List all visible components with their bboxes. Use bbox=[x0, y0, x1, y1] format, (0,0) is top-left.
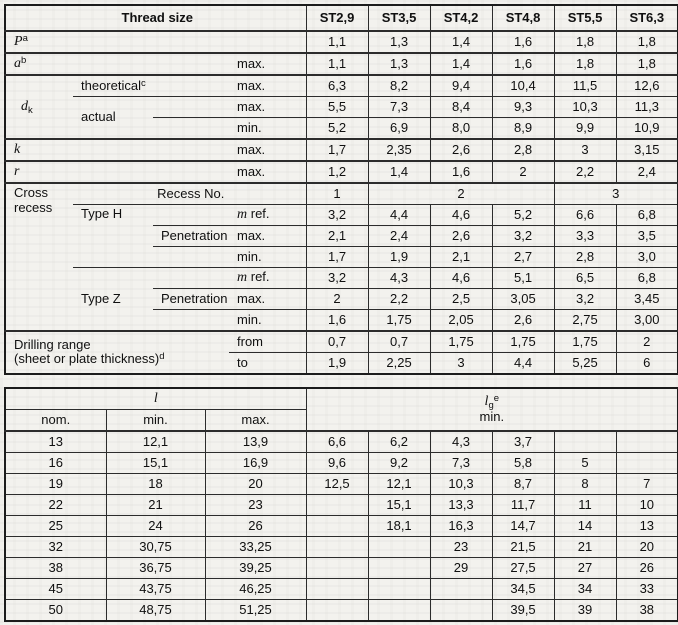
table-cell: 6,6 bbox=[554, 205, 616, 226]
table-cell: 16,3 bbox=[430, 516, 492, 537]
col-header-st4-8: ST4,8 bbox=[492, 5, 554, 31]
qualifier-max: max. bbox=[229, 161, 306, 183]
col-header-max: max. bbox=[205, 410, 306, 432]
col-header-nom: nom. bbox=[5, 410, 106, 432]
row-P bbox=[5, 31, 678, 53]
table-cell: 4,3 bbox=[368, 268, 430, 289]
table-cell: 6,9 bbox=[368, 118, 430, 140]
table-cell bbox=[616, 453, 678, 474]
thread-dimensions-table bbox=[4, 4, 678, 375]
table-cell: 19 bbox=[5, 474, 106, 495]
table-cell: 1,8 bbox=[616, 31, 678, 53]
table-cell: 1,3 bbox=[368, 31, 430, 53]
table-cell: 50 bbox=[5, 600, 106, 622]
table-cell: 21,5 bbox=[492, 537, 554, 558]
table-cell: 3,7 bbox=[492, 431, 554, 453]
table-cell: 43,75 bbox=[106, 579, 205, 600]
table-cell: 1,75 bbox=[554, 331, 616, 353]
row-recess-no bbox=[5, 183, 678, 205]
qualifier-max: max. bbox=[229, 97, 306, 118]
qualifier-m-ref: m ref. bbox=[229, 205, 306, 226]
table-cell: 34 bbox=[554, 579, 616, 600]
table-cell: 2,8 bbox=[492, 139, 554, 161]
col-header-min: min. bbox=[106, 410, 205, 432]
qualifier-min: min. bbox=[229, 310, 306, 332]
table-cell: 3,2 bbox=[306, 205, 368, 226]
table-cell: 11 bbox=[554, 495, 616, 516]
table-cell: 3,45 bbox=[616, 289, 678, 310]
table-cell: 2,6 bbox=[430, 226, 492, 247]
table-cell bbox=[153, 247, 229, 268]
header-row-l bbox=[5, 388, 678, 410]
table-cell bbox=[616, 431, 678, 453]
table-cell: 2,25 bbox=[368, 353, 430, 375]
row-label-P: $P^a$ bbox=[5, 31, 306, 53]
table-cell: 2,8 bbox=[554, 247, 616, 268]
table-cell bbox=[306, 600, 368, 622]
table-cell: 36,75 bbox=[106, 558, 205, 579]
table-cell: 5 bbox=[554, 453, 616, 474]
table-cell: 1,9 bbox=[368, 247, 430, 268]
table-cell: 21 bbox=[106, 495, 205, 516]
sub-label-type-z: Type Z bbox=[73, 268, 153, 332]
table-cell: 3,05 bbox=[492, 289, 554, 310]
table-cell: 32 bbox=[5, 537, 106, 558]
table-cell: 3,5 bbox=[616, 226, 678, 247]
table-cell: 8,0 bbox=[430, 118, 492, 140]
table-cell: 16 bbox=[5, 453, 106, 474]
table-cell: 18 bbox=[106, 474, 205, 495]
table-cell: 2,4 bbox=[616, 161, 678, 183]
table-cell: 10,3 bbox=[430, 474, 492, 495]
table-cell: 45 bbox=[5, 579, 106, 600]
table-cell: 6,5 bbox=[554, 268, 616, 289]
row-type-z-mref bbox=[5, 268, 678, 289]
table-cell: 1,75 bbox=[368, 310, 430, 332]
recess-no-1: 1 bbox=[306, 183, 368, 205]
table-cell: 8,9 bbox=[492, 118, 554, 140]
table-cell: 8,4 bbox=[430, 97, 492, 118]
table-cell: 3,3 bbox=[554, 226, 616, 247]
row-l-19 bbox=[5, 474, 678, 495]
qualifier-max: max. bbox=[229, 75, 306, 97]
table-cell: 2,4 bbox=[368, 226, 430, 247]
table-cell: 10,9 bbox=[616, 118, 678, 140]
col-header-st2-9: ST2,9 bbox=[306, 5, 368, 31]
row-label-a: $a^b$ bbox=[5, 53, 229, 75]
row-l-16 bbox=[5, 453, 678, 474]
table-cell: 18,1 bbox=[368, 516, 430, 537]
qualifier-max: max. bbox=[229, 289, 306, 310]
table-cell: 51,25 bbox=[205, 600, 306, 622]
row-k bbox=[5, 139, 678, 161]
table-cell: 1,8 bbox=[616, 53, 678, 75]
table-cell: 4,4 bbox=[368, 205, 430, 226]
table-cell: 12,6 bbox=[616, 75, 678, 97]
header-row bbox=[5, 5, 678, 31]
table-cell: 2,6 bbox=[492, 310, 554, 332]
table-cell: 3,0 bbox=[616, 247, 678, 268]
table-cell: 29 bbox=[430, 558, 492, 579]
table-cell: 5,5 bbox=[306, 97, 368, 118]
table-cell: 7,3 bbox=[368, 97, 430, 118]
table-cell: 14,7 bbox=[492, 516, 554, 537]
table-cell: 48,75 bbox=[106, 600, 205, 622]
l-header: l bbox=[5, 388, 306, 410]
table-cell: 1,4 bbox=[368, 161, 430, 183]
row-l-45 bbox=[5, 579, 678, 600]
table-cell: 2,2 bbox=[368, 289, 430, 310]
table-cell: 33,25 bbox=[205, 537, 306, 558]
table-cell: 1,7 bbox=[306, 139, 368, 161]
table-cell: 20 bbox=[205, 474, 306, 495]
table-cell bbox=[368, 537, 430, 558]
col-header-st6-3: ST6,3 bbox=[616, 5, 678, 31]
table-cell: 23 bbox=[430, 537, 492, 558]
table-cell: 23 bbox=[205, 495, 306, 516]
table-cell: 1,2 bbox=[306, 161, 368, 183]
qualifier-min: min. bbox=[229, 247, 306, 268]
table-cell: 2,5 bbox=[430, 289, 492, 310]
table-cell: 4,6 bbox=[430, 268, 492, 289]
table-cell: 2 bbox=[492, 161, 554, 183]
table-cell: 16,9 bbox=[205, 453, 306, 474]
table-cell: 3,15 bbox=[616, 139, 678, 161]
table-cell: 2,05 bbox=[430, 310, 492, 332]
row-a bbox=[5, 53, 678, 75]
table-cell: 6,6 bbox=[306, 431, 368, 453]
col-header-st4-2: ST4,2 bbox=[430, 5, 492, 31]
table-cell: 1,6 bbox=[430, 161, 492, 183]
table-cell: 2 bbox=[616, 331, 678, 353]
table-cell: 5,8 bbox=[492, 453, 554, 474]
table-cell: 10,3 bbox=[554, 97, 616, 118]
table-cell: 4,4 bbox=[492, 353, 554, 375]
table-cell: 27 bbox=[554, 558, 616, 579]
qualifier-max: max. bbox=[229, 139, 306, 161]
table-cell: 38 bbox=[616, 600, 678, 622]
col-header-st5-5: ST5,5 bbox=[554, 5, 616, 31]
qualifier-min: min. bbox=[229, 118, 306, 140]
row-drilling-from bbox=[5, 331, 678, 353]
table-cell: 13,9 bbox=[205, 431, 306, 453]
recess-no-2: 2 bbox=[368, 183, 554, 205]
table-cell: 8,7 bbox=[492, 474, 554, 495]
table-cell: 12,5 bbox=[306, 474, 368, 495]
table-cell: 9,3 bbox=[492, 97, 554, 118]
row-r bbox=[5, 161, 678, 183]
table-cell: 1,6 bbox=[306, 310, 368, 332]
table-cell: 8,2 bbox=[368, 75, 430, 97]
table-cell: 7,3 bbox=[430, 453, 492, 474]
table-cell: 0,7 bbox=[368, 331, 430, 353]
row-l-38 bbox=[5, 558, 678, 579]
table-cell: 1,6 bbox=[492, 31, 554, 53]
qualifier-to: to bbox=[229, 353, 306, 375]
sub-label-penetration: Penetration bbox=[153, 289, 229, 310]
row-l-22 bbox=[5, 495, 678, 516]
table-cell: 27,5 bbox=[492, 558, 554, 579]
row-label-k: k bbox=[5, 139, 229, 161]
table-cell: 6 bbox=[616, 353, 678, 375]
table-cell: 9,2 bbox=[368, 453, 430, 474]
table-cell: 15,1 bbox=[368, 495, 430, 516]
table-cell: 2 bbox=[306, 289, 368, 310]
table-cell: 13 bbox=[5, 431, 106, 453]
table-cell: 2,35 bbox=[368, 139, 430, 161]
row-l-32 bbox=[5, 537, 678, 558]
table-cell: 5,1 bbox=[492, 268, 554, 289]
table-cell: 2,1 bbox=[430, 247, 492, 268]
table-cell: 9,4 bbox=[430, 75, 492, 97]
table-cell bbox=[554, 431, 616, 453]
screw-length-table bbox=[4, 387, 678, 622]
table-cell: 3,00 bbox=[616, 310, 678, 332]
table-cell bbox=[430, 579, 492, 600]
table-cell: 30,75 bbox=[106, 537, 205, 558]
sub-label-theoretical: theoretical$^c$ bbox=[73, 75, 229, 97]
table-cell bbox=[153, 268, 229, 289]
table-cell: 1,1 bbox=[306, 31, 368, 53]
table-cell: 9,6 bbox=[306, 453, 368, 474]
table-cell: 2,2 bbox=[554, 161, 616, 183]
row-l-13 bbox=[5, 431, 678, 453]
table-cell: 6,3 bbox=[306, 75, 368, 97]
row-label-r: r bbox=[5, 161, 229, 183]
table-cell: 1,9 bbox=[306, 353, 368, 375]
sub-label-recess-no: Recess No. bbox=[73, 183, 306, 205]
table-cell: 46,25 bbox=[205, 579, 306, 600]
table-cell bbox=[153, 118, 229, 140]
table-cell: 39,25 bbox=[205, 558, 306, 579]
qualifier-from: from bbox=[229, 331, 306, 353]
table-cell bbox=[368, 600, 430, 622]
table-cell: 1,4 bbox=[430, 53, 492, 75]
table-cell: 1,3 bbox=[368, 53, 430, 75]
table-cell: 3 bbox=[554, 139, 616, 161]
table-cell bbox=[430, 600, 492, 622]
table-cell: 9,9 bbox=[554, 118, 616, 140]
table-cell: 2,1 bbox=[306, 226, 368, 247]
table-cell: 5,2 bbox=[306, 118, 368, 140]
qualifier-m-ref: m ref. bbox=[229, 268, 306, 289]
table-cell: 33 bbox=[616, 579, 678, 600]
table-cell: 7 bbox=[616, 474, 678, 495]
table-cell: 0,7 bbox=[306, 331, 368, 353]
table-cell: 26 bbox=[205, 516, 306, 537]
table-cell: 2,75 bbox=[554, 310, 616, 332]
table-cell: 13 bbox=[616, 516, 678, 537]
recess-no-3: 3 bbox=[554, 183, 678, 205]
table-cell: 5,2 bbox=[492, 205, 554, 226]
table-cell bbox=[368, 558, 430, 579]
table-cell: 4,3 bbox=[430, 431, 492, 453]
table-cell bbox=[368, 579, 430, 600]
table-cell: 2,6 bbox=[430, 139, 492, 161]
table-cell: 25 bbox=[5, 516, 106, 537]
row-label-dk: $d_k$ bbox=[5, 75, 73, 139]
table-cell: 1,8 bbox=[554, 31, 616, 53]
table-cell: 11,5 bbox=[554, 75, 616, 97]
lg-min-header: $l_g^e$ min. bbox=[306, 388, 678, 431]
qualifier-max: max. bbox=[229, 53, 306, 75]
row-dk-theoretical bbox=[5, 75, 678, 97]
table-cell: 6,8 bbox=[616, 268, 678, 289]
table-cell: 10 bbox=[616, 495, 678, 516]
table-cell: 11,7 bbox=[492, 495, 554, 516]
table-cell: 20 bbox=[616, 537, 678, 558]
table-cell: 1,8 bbox=[554, 53, 616, 75]
qualifier-max: max. bbox=[229, 226, 306, 247]
table-cell: 6,8 bbox=[616, 205, 678, 226]
row-l-50 bbox=[5, 600, 678, 622]
row-type-h-mref bbox=[5, 205, 678, 226]
table-cell: 4,6 bbox=[430, 205, 492, 226]
table-cell bbox=[153, 310, 229, 332]
table-cell: 24 bbox=[106, 516, 205, 537]
table-cell: 26 bbox=[616, 558, 678, 579]
row-dk-actual-max bbox=[5, 97, 678, 118]
table-cell: 12,1 bbox=[106, 431, 205, 453]
table-cell: 15,1 bbox=[106, 453, 205, 474]
table-cell bbox=[306, 579, 368, 600]
table-cell: 22 bbox=[5, 495, 106, 516]
table-cell: 1,7 bbox=[306, 247, 368, 268]
table-cell bbox=[306, 495, 368, 516]
table-cell: 3,2 bbox=[492, 226, 554, 247]
table-cell bbox=[153, 205, 229, 226]
sub-label-type-h: Type H bbox=[73, 205, 153, 268]
table-cell: 21 bbox=[554, 537, 616, 558]
table-cell: 6,2 bbox=[368, 431, 430, 453]
table-cell: 14 bbox=[554, 516, 616, 537]
row-label-cross-recess: Cross recess bbox=[5, 183, 73, 331]
col-header-st3-5: ST3,5 bbox=[368, 5, 430, 31]
sub-label-penetration: Penetration bbox=[153, 226, 229, 247]
table-cell: 8 bbox=[554, 474, 616, 495]
table-cell bbox=[306, 558, 368, 579]
sub-label-actual: actual bbox=[73, 97, 153, 140]
table-cell: 1,6 bbox=[492, 53, 554, 75]
table-cell: 39 bbox=[554, 600, 616, 622]
table-cell: 34,5 bbox=[492, 579, 554, 600]
table-cell: 5,25 bbox=[554, 353, 616, 375]
row-l-25 bbox=[5, 516, 678, 537]
row-label-drilling-range: Drilling range (sheet or plate thickness)$^d$ bbox=[5, 331, 229, 374]
table-cell bbox=[306, 516, 368, 537]
table-cell: 12,1 bbox=[368, 474, 430, 495]
table-cell: 1,75 bbox=[492, 331, 554, 353]
table-cell: 11,3 bbox=[616, 97, 678, 118]
table-cell: 38 bbox=[5, 558, 106, 579]
table-cell bbox=[306, 537, 368, 558]
table-cell: 3,2 bbox=[306, 268, 368, 289]
table-cell: 1,1 bbox=[306, 53, 368, 75]
table-cell: 1,4 bbox=[430, 31, 492, 53]
table-cell: 39,5 bbox=[492, 600, 554, 622]
table-cell: 13,3 bbox=[430, 495, 492, 516]
table-cell bbox=[153, 97, 229, 118]
table-cell: 3 bbox=[430, 353, 492, 375]
thread-size-header: Thread size bbox=[5, 5, 306, 31]
table-cell: 10,4 bbox=[492, 75, 554, 97]
table-cell: 1,75 bbox=[430, 331, 492, 353]
table-cell: 2,7 bbox=[492, 247, 554, 268]
table-cell: 3,2 bbox=[554, 289, 616, 310]
